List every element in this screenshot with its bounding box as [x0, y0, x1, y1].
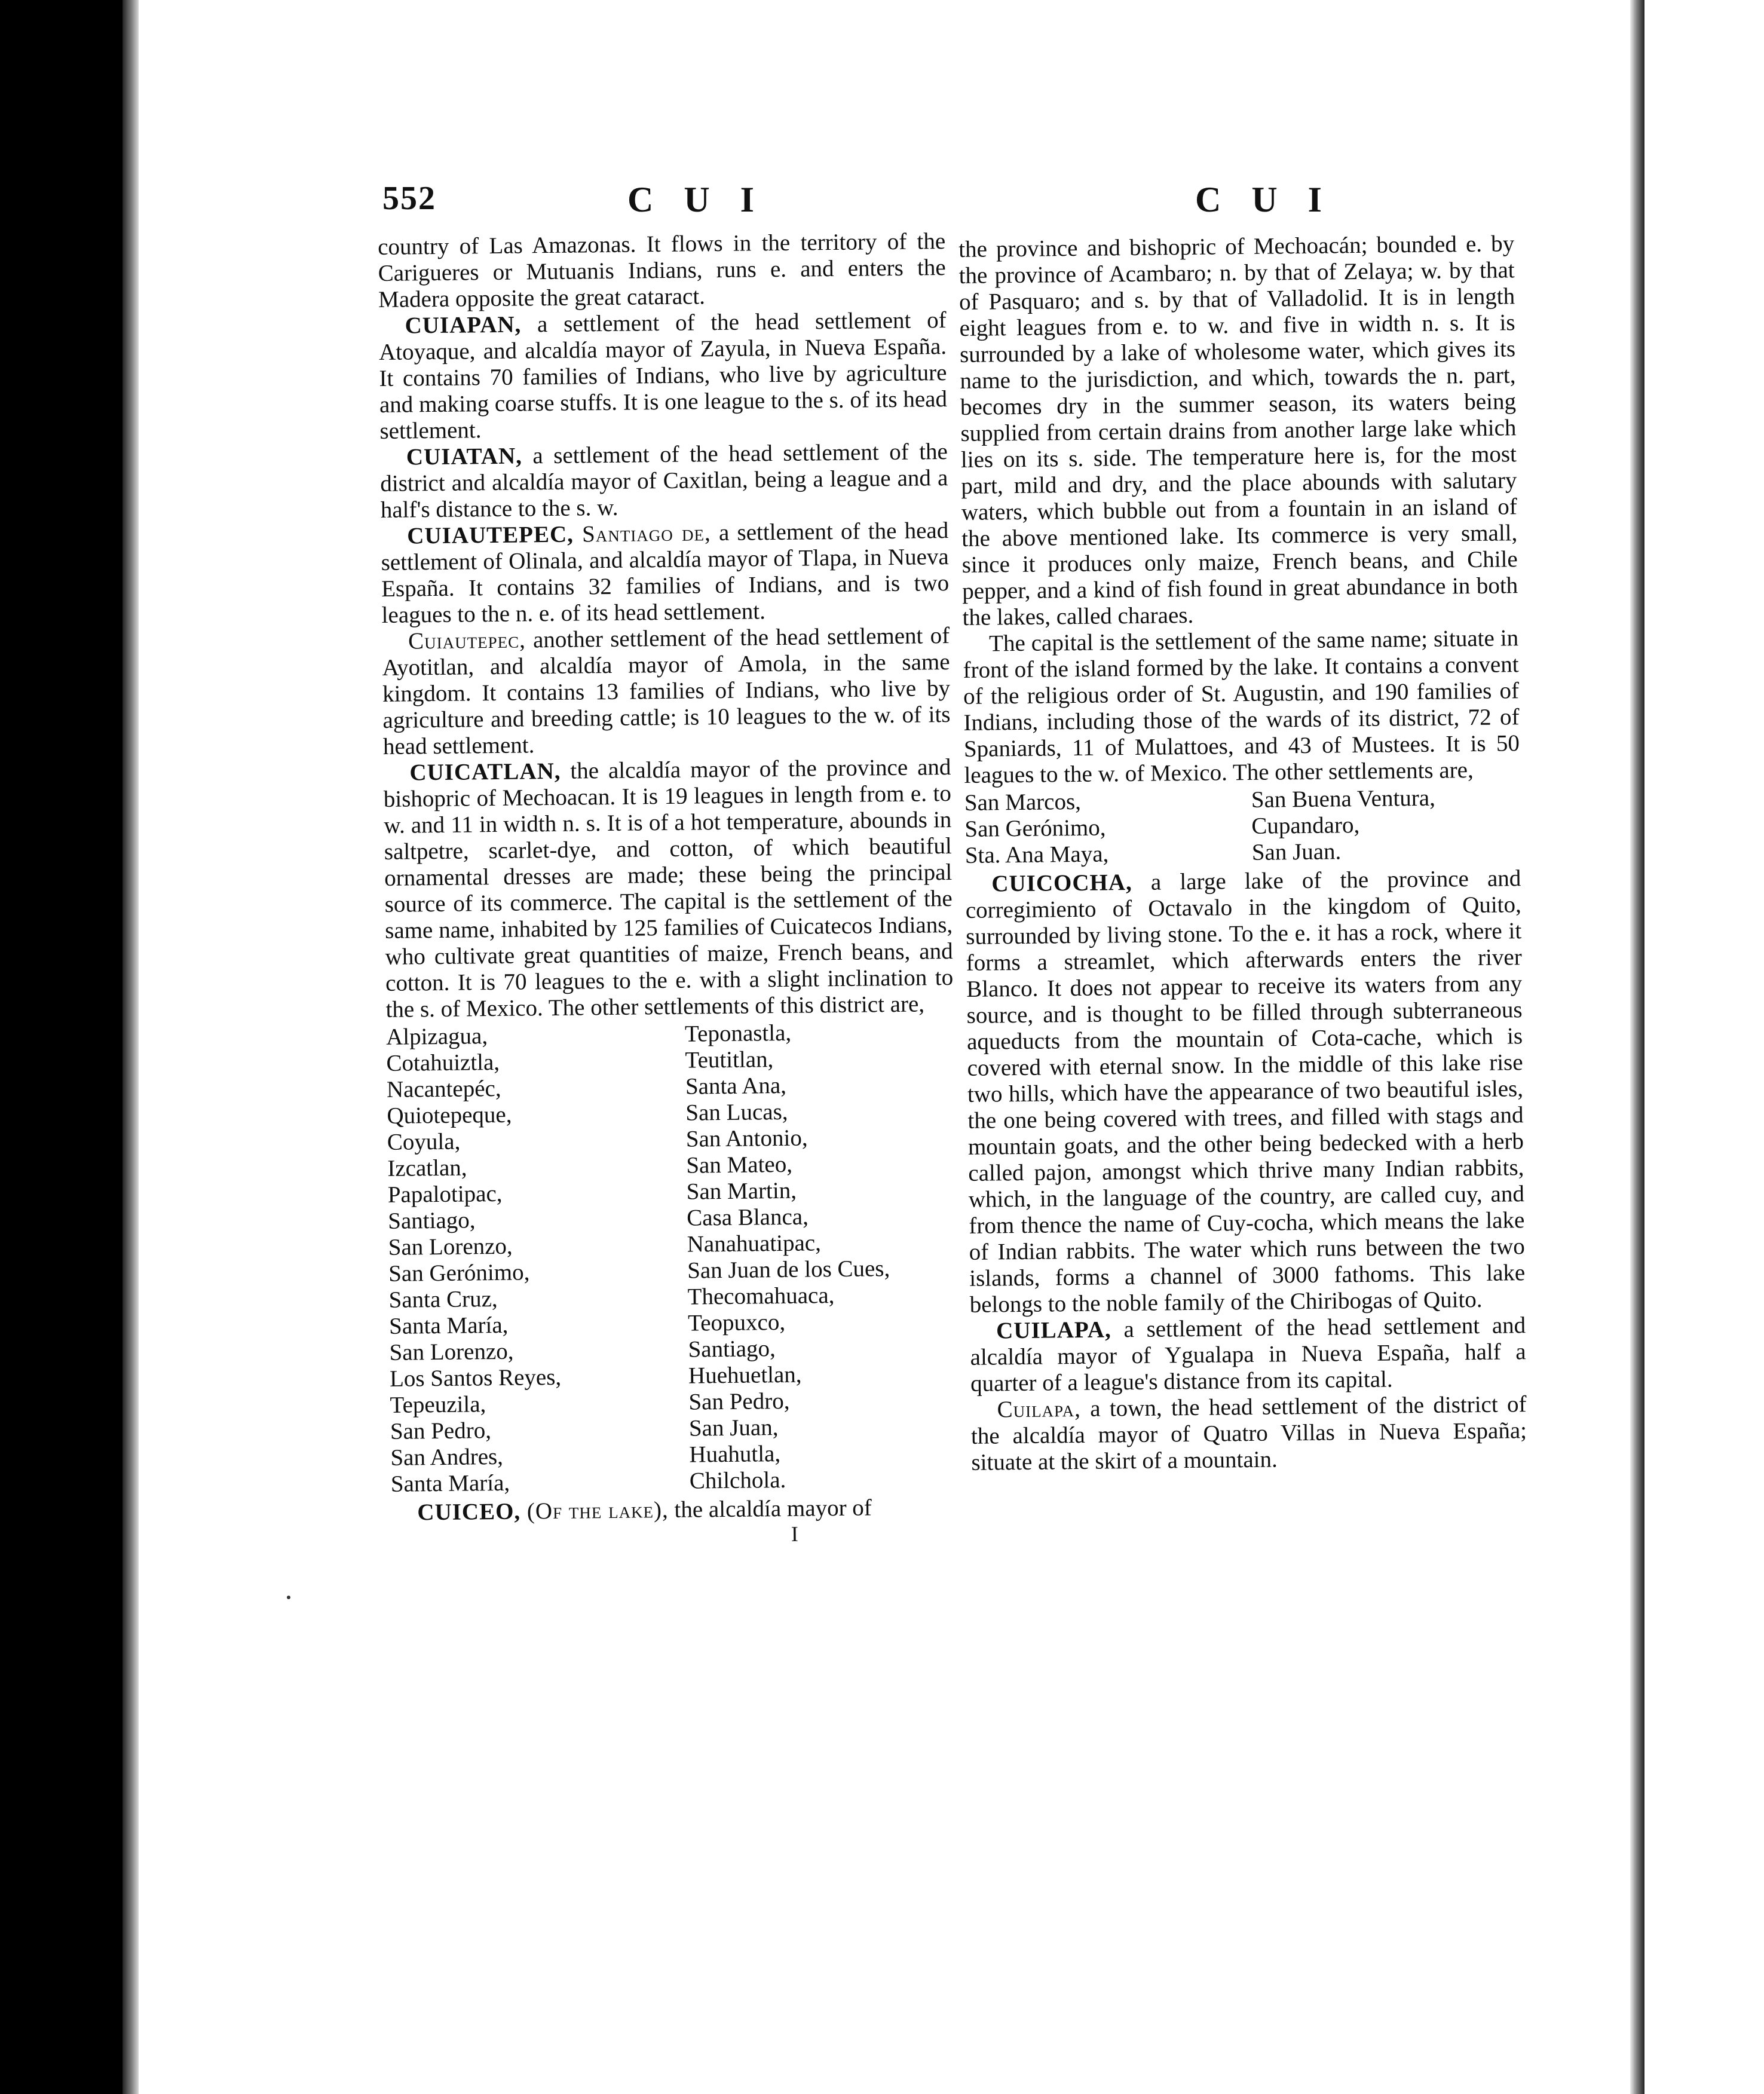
settlement-list-col-a — [386, 1021, 678, 1498]
list-item: San Lucas, — [685, 1098, 788, 1126]
entry-text: a town, the head settlement of the district of the alcaldía mayor of Quatro Villas in Nueva España; situate at the skirt of a mountain. — [970, 1391, 1527, 1475]
headword: CUICEO, — [417, 1498, 521, 1526]
page-gutter — [1630, 0, 1646, 2094]
right-column — [958, 231, 1527, 1476]
page-header — [382, 179, 1518, 227]
entry-cuiautepec — [381, 518, 950, 629]
list-item: Casa Blanca, — [687, 1204, 809, 1231]
next-page-edge — [1644, 0, 1764, 2094]
list-item: Huehuetlan, — [688, 1361, 802, 1389]
headword: CUIATAN, — [406, 443, 523, 470]
list-item: San Antonio, — [685, 1125, 808, 1152]
catchword: I — [791, 1521, 799, 1546]
list-item: San Gerónimo, — [388, 1259, 530, 1287]
list-item: Cupandaro, — [1251, 812, 1360, 839]
entry-text: another settlement of the head settlement of Ayotitlan, and alcaldía mayor of Amola, in the same kingdom. It contains 13 families of Indians, who live by agriculture and breeding cattle; is 10 leagues to the w. of its head settlement. — [382, 623, 951, 760]
entry-cuiautepec-2 — [382, 623, 951, 760]
list-item: Santiago, — [688, 1336, 776, 1363]
list-item: Thecomahuaca, — [687, 1282, 835, 1310]
list-item: Alpizagua, — [385, 1023, 488, 1050]
list-item: Huahutla, — [689, 1441, 781, 1468]
entry-cuilapa-2 — [970, 1391, 1527, 1476]
list-item: San Mateo, — [686, 1151, 793, 1178]
headword: CUIAPAN, — [405, 311, 522, 339]
list-item: San Lorenzo, — [389, 1338, 514, 1366]
list-item: Los Santos Reyes, — [389, 1364, 562, 1392]
settlement-list-col-b — [1251, 784, 1521, 866]
entry-text: the alcaldía mayor of the province and bishopric of Mechoacan. It is 19 leagues in length from e. to w. and 11 in width n. s. It is of a hot temperature, abounds in saltpetre, scarlet-dye, and cotton, of which beautiful ornamental dresses are made; these being the principal source of its commerce. The capital is the settlement of the same name, inhabited by 125 families of Cuicatecos Indians, who cultivate great quantities of maize, French beans, and cotton. It is 70 leagues to the e. with a slight inclination to the s. of Mexico. The other settlements of this district are, — [383, 754, 954, 1022]
list-item: Coyula, — [387, 1128, 461, 1155]
list-item: Papalotipac, — [387, 1180, 503, 1208]
page-number: 552 — [382, 180, 436, 217]
list-item: Quiotepeque, — [387, 1101, 512, 1129]
list-item: San Pedro, — [390, 1418, 492, 1444]
list-item: San Andres, — [390, 1443, 504, 1471]
settlement-list-col-a — [964, 787, 1240, 869]
entry-cuicatlan — [383, 754, 954, 1023]
list-item: Santa Ana, — [685, 1072, 787, 1100]
list-item: San Lorenzo, — [388, 1233, 513, 1260]
list-item: San Juan. — [1251, 838, 1342, 865]
entry-text: a settlement of the head settlement and alcaldía mayor of Ygualapa in Nueva España, half a quarter of a league's distance from its capital. — [970, 1312, 1526, 1397]
list-item: Sta. Ana Maya, — [964, 841, 1109, 868]
headword-qualifier: Santiago de, — [573, 520, 711, 547]
list-item: Santa María, — [388, 1312, 509, 1339]
list-item: Teopuxco, — [687, 1309, 786, 1336]
list-item: San Buena Ventura, — [1251, 785, 1436, 813]
entry-text: a settlement of the head settlement of Olinala, and alcaldía mayor of Tlapa, in Nueva España. It contains 32 families of Indians, and is two leagues to the n. e. of its head settlement. — [381, 518, 950, 628]
list-item: Nacantepéc, — [386, 1075, 501, 1103]
list-item: San Marcos, — [964, 788, 1082, 816]
list-item: Cotahuiztla, — [386, 1049, 500, 1076]
headword: CUIAUTEPEC, — [407, 521, 574, 549]
entry-text: a settlement of the head settlement of Atoyaque, and alcaldía mayor of Zayula, in Nueva España. It contains 70 families of Indians, who live by agriculture and making coarse stuffs. It is one league to the s. of its head settlement. — [378, 307, 948, 444]
list-item: Tepeuzila, — [390, 1391, 486, 1418]
list-item: San Juan de los Cues, — [687, 1256, 890, 1284]
paragraph-continued: country of Las Amazonas. It flows in the territory of the Carigueres or Mutuanis Indians, runs e. and enters the Madera opposite the great cataract. — [378, 228, 946, 313]
list-item: Teutitlan, — [685, 1046, 774, 1073]
scan-speck — [287, 1596, 290, 1599]
list-item: Santiago, — [388, 1207, 476, 1234]
headword: CUICOCHA, — [991, 870, 1132, 897]
headword: CUICATLAN, — [409, 758, 561, 786]
list-item: San Juan, — [688, 1415, 779, 1441]
paragraph-capital: The capital is the settlement of the same name; situate in front of the island formed by the lake. It contains a convent of the religious order of St. Augustin, and 190 families of Indians, including those of the wards of its district, 72 of Spaniards, 11 of Mulattoes, and 43 of Mustees. It is 50 leagues to the w. of Mexico. The other settlements are, — [963, 625, 1520, 788]
running-head-right: C U I — [1195, 180, 1333, 219]
headword-qualifier: (Of the lake), — [520, 1497, 669, 1524]
list-item: San Pedro, — [688, 1388, 790, 1415]
headword: Cuilapa, — [997, 1395, 1082, 1423]
list-item: Chilchola. — [689, 1467, 786, 1494]
entry-cuiatan — [380, 439, 948, 524]
list-item: Izcatlan, — [387, 1155, 467, 1181]
list-item: Santa Cruz, — [388, 1285, 498, 1313]
entry-text: a settlement of the head settlement of the district and alcaldía mayor of Caxitlan, being a league and a half's distance to the s. w. — [380, 439, 948, 523]
list-item: San Gerónimo, — [964, 815, 1106, 842]
list-item: Santa María, — [390, 1470, 510, 1497]
entry-cuiapan — [378, 307, 947, 445]
list-item: San Martin, — [686, 1177, 797, 1205]
entry-cuicocha — [965, 865, 1526, 1318]
entry-cuilapa — [970, 1312, 1526, 1397]
headword: CUILAPA, — [996, 1317, 1111, 1344]
settlement-list — [386, 1018, 958, 1498]
list-item: Teponastla, — [684, 1020, 792, 1047]
headword: Cuiautepec, — [408, 627, 526, 654]
left-column — [378, 228, 959, 1550]
entry-text: a large lake of the province and corregimiento of Octavalo in the kingdom of Quito, surrounded by living stone. To the e. it has a rock, where it forms a streamlet, which afterwards enters the river Blanco. It does not appear to receive its waters from any source, and is thought to be filled through subterraneous aqueducts from the mountain of Cota-cache, which is covered with eternal snow. In the middle of this lake rise two hills, which have the appearance of two beautiful isles, the one being covered with trees, and filled with stags and mountain goats, and the other being bedecked with a herb called pajon, amongst which thrive many Indian rabbits, which, in the language of the country, are called cuy, and from thence the name of Cuy-cocha, which means the lake of Indian rabbits. The water which runs between the two islands, forms a channel of 3000 fathoms. This lake belongs to the noble family of the Chiribogas of Quito. — [965, 865, 1526, 1318]
running-head-left: C U I — [627, 180, 765, 219]
list-item: Nanahuatipac, — [687, 1230, 822, 1257]
paragraph-continued: the province and bishopric of Mechoacán; bounded e. by the province of Acambaro; n. by that of Zelaya; w. by that of Pasquaro; and s. by that of Valladolid. It is in length eight leagues from e. to w. and five in width n. s. It is surrounded by a lake of wholesome water, which gives its name to the jurisdiction, and which, towards the n. part, becomes dry in the summer season, its waters being supplied from certain drains from another large lake which lies on its s. side. The temperature here is, for the most part, mild and dry, and the place abounds with salutary waters, which bubble out from a fountain in an island of the above mentioned lake. Its commerce is very small, since it produces only maize, French beans, and Chile pepper, and a kind of fish found in great abundance in both the lakes, called charaes. — [958, 231, 1518, 630]
entry-text: the alcaldía mayor of — [668, 1495, 872, 1523]
settlement-list-col-b — [685, 1018, 958, 1495]
settlement-list — [964, 784, 1521, 869]
